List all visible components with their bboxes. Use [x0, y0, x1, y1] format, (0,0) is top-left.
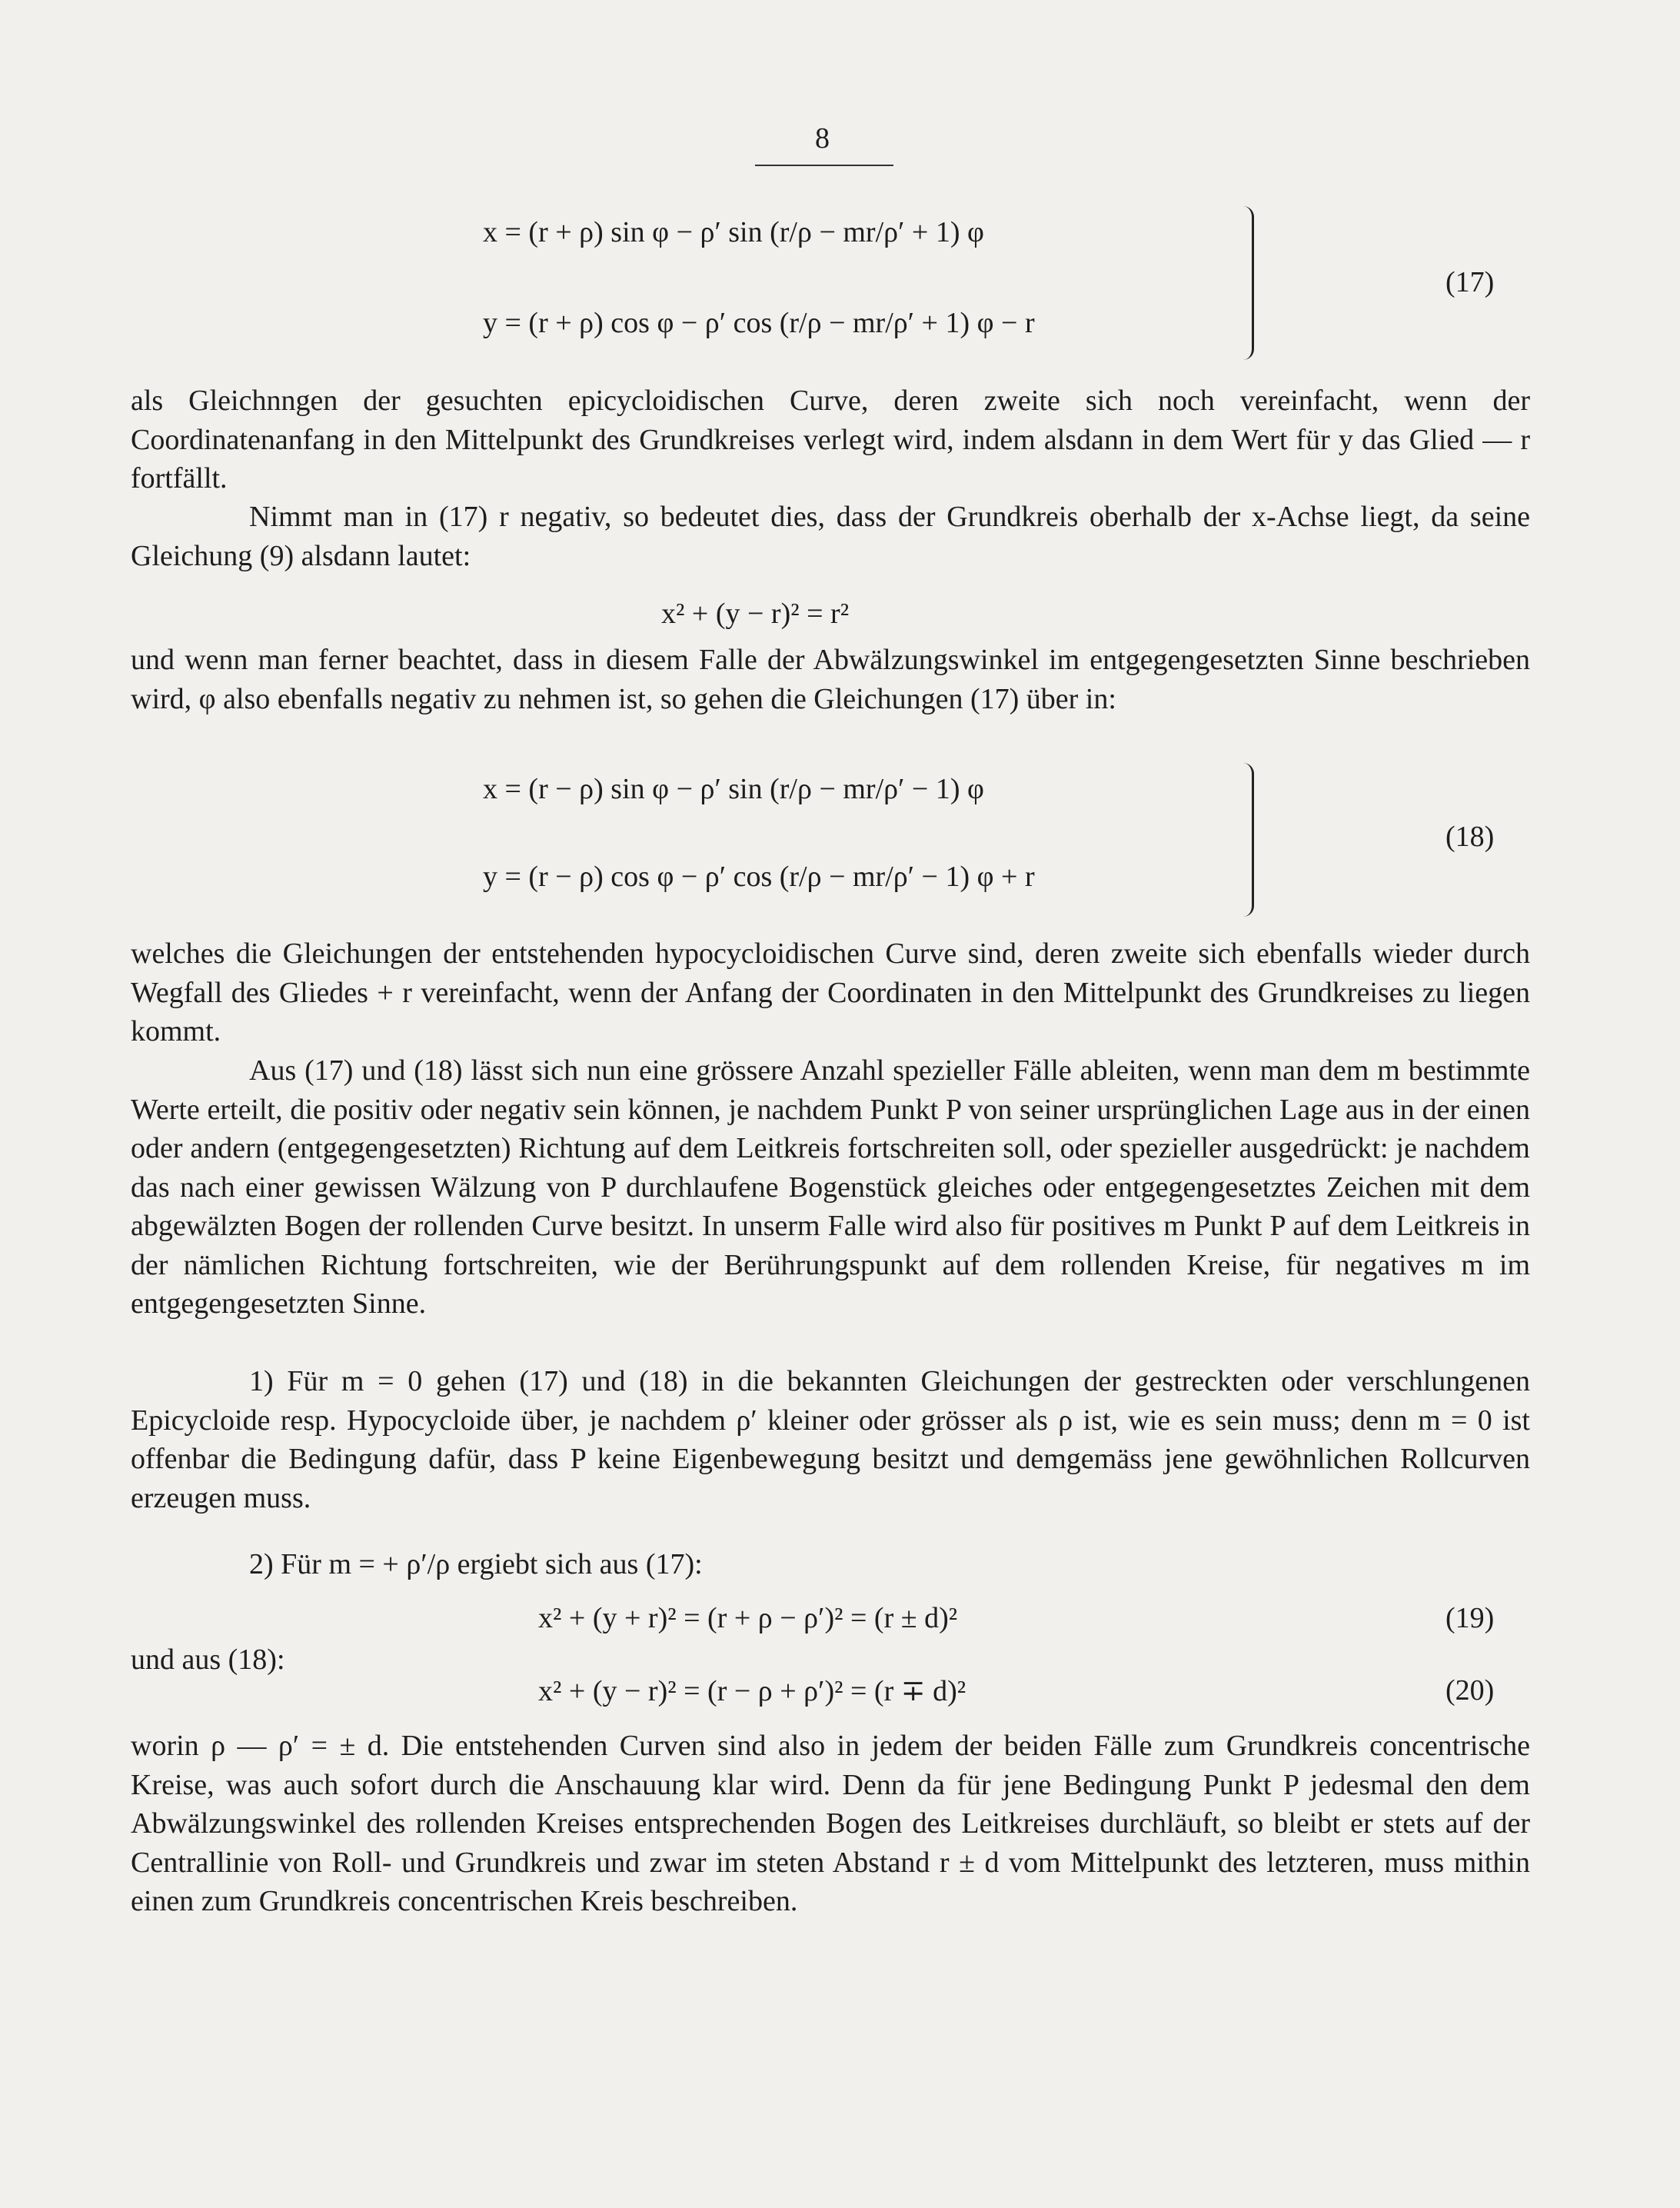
- equation-9: x² + (y − r)² = r²: [661, 598, 850, 630]
- paragraph-3: und wenn man ferner beachtet, dass in diesem Falle der Abwälzungswinkel im entgegengesetzten Sinne beschrieben wird, φ also ebenfalls negativ zu nehmen ist, so gehen die Gleichungen (17) über in:: [131, 644, 1530, 715]
- equation-17-x: x = (r + ρ) sin φ − ρ′ sin (r/ρ − mr/ρ′ + 1) φ: [483, 216, 984, 248]
- paragraph-1: als Gleichnngen der gesuchten epicycloidischen Curve, deren zweite sich noch vereinfacht, wenn der Coordinatenanfang in den Mittelpunkt des Grundkreises verlegt wird, indem alsdann in dem Wert für y das Glied — r fortfällt.: [131, 385, 1530, 495]
- equation-19-number: (19): [1445, 1602, 1495, 1634]
- paragraph-8-label: und aus (18):: [131, 1644, 285, 1676]
- equation-18-y: y = (r − ρ) cos φ − ρ′ cos (r/ρ − mr/ρ′ − 1) φ + r: [483, 861, 1035, 893]
- equation-19: x² + (y + r)² = (r + ρ − ρ′)² = (r ± d)²: [538, 1602, 958, 1634]
- equation-17-y: y = (r + ρ) cos φ − ρ′ cos (r/ρ − mr/ρ′ + 1) φ − r: [483, 307, 1035, 339]
- header-rule: [755, 165, 893, 166]
- paragraph-6: 1) Für m = 0 gehen (17) und (18) in die bekannten Gleichungen der gestreckten oder verschlungenen Epicycloide resp. Hypocycloide über, je nachdem ρ′ kleiner oder grösser als ρ ist, wie es sein muss; denn m = 0 ist offenbar die Bedingung dafür, dass P keine Eigenbewegung besitzt und demgemäss jene gewöhnlichen Rollcurven erzeugen muss.: [131, 1365, 1530, 1514]
- paragraph-2: Nimmt man in (17) r negativ, so bedeutet dies, dass der Grundkreis oberhalb der x-Achse liegt, da seine Gleichung (9) alsdann lautet:: [131, 501, 1530, 572]
- paragraph-9: worin ρ — ρ′ = ± d. Die entstehenden Curven sind also in jedem der beiden Fälle zum Grundkreis concentrische Kreise, was auch sofort durch die Anschauung klar wird. Denn da für jene Bedingung Punkt P jedesmal den dem Abwälzungswinkel des rollenden Kreises entsprechenden Bogen des Leitkreises durchläuft, so bleibt er stets auf der Centrallinie von Roll- und Grundkreis und zwar im steten Abstand r ± d vom Mittelpunkt des letzteren, muss mithin einen zum Grundkreis concentrischen Kreis beschreiben.: [131, 1730, 1530, 1917]
- equation-18-number: (18): [1445, 821, 1495, 853]
- equation-18-brace: [1239, 763, 1254, 917]
- paragraph-7: 2) Für m = + ρ′/ρ ergiebt sich aus (17):: [249, 1548, 703, 1580]
- paragraph-4: welches die Gleichungen der entstehenden hypocycloidischen Curve sind, deren zweite sich ebenfalls wieder durch Wegfall des Gliedes + r vereinfacht, wenn der Anfang der Coordinaten in den Mittelpunkt des Grundkreises zu liegen kommt.: [131, 937, 1530, 1047]
- equation-17-brace: [1239, 206, 1254, 360]
- equation-20: x² + (y − r)² = (r − ρ + ρ′)² = (r ∓ d)²: [538, 1675, 966, 1707]
- page-number: 8: [815, 122, 830, 155]
- equation-18-x: x = (r − ρ) sin φ − ρ′ sin (r/ρ − mr/ρ′ − 1) φ: [483, 773, 984, 805]
- equation-20-number: (20): [1445, 1674, 1495, 1707]
- paragraph-5: Aus (17) und (18) lässt sich nun eine grössere Anzahl spezieller Fälle ableiten, wenn man dem m bestimmte Werte erteilt, die positiv oder negativ sein können, je nachdem Punkt P von seiner ursprünglichen Lage aus in der einen oder andern (entgegengesetzten) Richtung auf dem Leitkreis fortschreiten soll, oder spezieller ausgedrückt: je nachdem das nach einer gewissen Wälzung von P durchlaufene Bogenstück gleiches oder entgegengesetztes Zeichen mit dem abgewälzten Bogen der rollenden Curve besitzt. In unserm Falle wird also für positives m Punkt P auf dem Leitkreis in der nämlichen Richtung fortschreiten, wie der Berührungspunkt auf dem rollenden Kreise, für negatives m im entgegengesetzten Sinne.: [131, 1054, 1530, 1320]
- equation-17-number: (17): [1445, 266, 1495, 298]
